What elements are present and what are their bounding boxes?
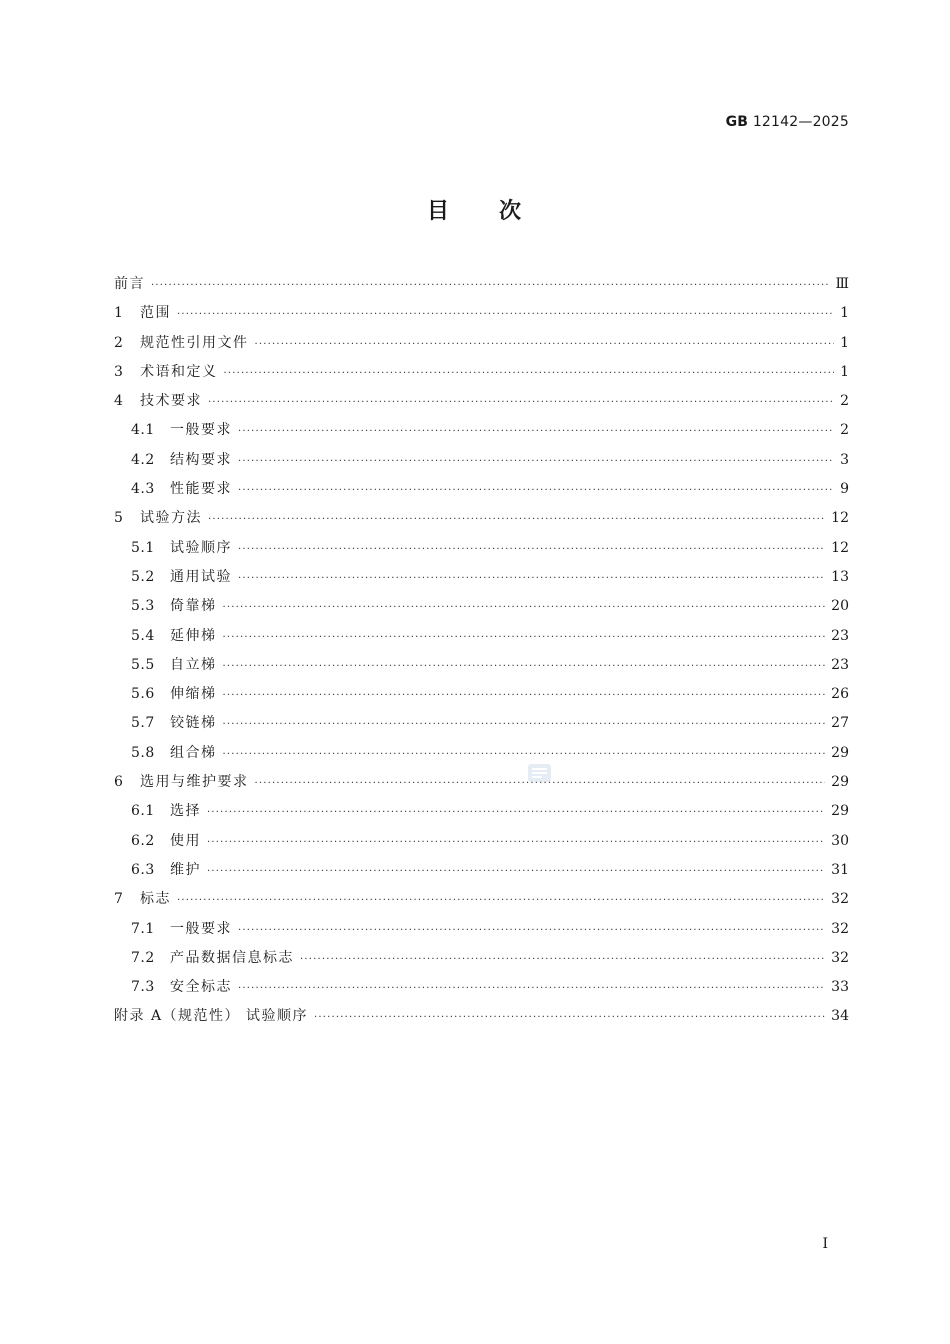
toc-entry-label: 标志: [140, 891, 171, 908]
toc-entry-page: 2: [840, 393, 849, 410]
toc-entry[interactable]: [114, 680, 849, 709]
toc-entry-label: 技术要求: [140, 393, 202, 410]
toc-entry-number: 5.6: [131, 686, 155, 703]
toc-entry[interactable]: [114, 709, 849, 738]
toc-entry-number: 5.7: [131, 715, 155, 732]
toc-entry-number: 5.2: [131, 568, 155, 585]
toc-entry-number: 3: [114, 363, 124, 380]
toc-entry[interactable]: [114, 270, 849, 299]
toc-entry[interactable]: [114, 416, 849, 445]
toc-entry-label: 选择: [170, 803, 201, 820]
toc-entry-page: 31: [831, 861, 849, 878]
toc-dot-leader: [223, 740, 826, 769]
toc-entry-label: 试验顺序: [170, 539, 232, 556]
toc-entry-page: 2: [840, 422, 849, 439]
toc-entry-page: 30: [831, 832, 849, 849]
toc-entry-page: 27: [831, 715, 849, 732]
toc-entry-label: 选用与维护要求: [140, 774, 249, 791]
toc-entry-page: 32: [831, 920, 849, 937]
toc-entry-label: 维护: [170, 861, 201, 878]
standard-code-prefix: GB: [725, 114, 749, 130]
toc-entry-number: 7.3: [131, 979, 155, 996]
table-of-contents: [114, 270, 849, 1032]
toc-entry-page: 12: [831, 510, 849, 527]
toc-entry-page: 23: [831, 656, 849, 673]
toc-entry[interactable]: [114, 299, 849, 328]
toc-dot-leader: [207, 857, 825, 886]
toc-entry-page: 1: [840, 363, 849, 380]
toc-dot-leader: [238, 535, 825, 564]
toc-entry-label: 使用: [170, 832, 201, 849]
toc-dot-leader: [223, 652, 826, 681]
toc-entry-number: 5.3: [131, 598, 155, 615]
toc-entry-page: 1: [840, 334, 849, 351]
toc-entry-page: 29: [831, 803, 849, 820]
toc-entry-label: 伸缩梯: [170, 686, 217, 703]
toc-entry[interactable]: [114, 534, 849, 563]
watermark-logo-icon: [527, 762, 552, 784]
toc-entry[interactable]: [114, 1002, 849, 1031]
toc-dot-leader: [255, 330, 835, 359]
toc-dot-leader: [208, 505, 825, 534]
toc-entry[interactable]: [114, 387, 849, 416]
toc-entry-label: 术语和定义: [140, 363, 218, 380]
toc-dot-leader: [223, 710, 826, 739]
toc-entry[interactable]: [114, 856, 849, 885]
toc-entry[interactable]: [114, 827, 849, 856]
toc-entry-number: 1: [114, 305, 124, 322]
toc-entry-label: 一般要求: [170, 920, 232, 937]
toc-entry-number: 2: [114, 334, 124, 351]
toc-dot-leader: [177, 300, 834, 329]
toc-entry-label: 自立梯: [170, 656, 217, 673]
toc-dot-leader: [151, 271, 829, 300]
toc-entry-number: 6: [114, 774, 124, 791]
toc-dot-leader: [223, 681, 826, 710]
toc-entry-label: 铰链梯: [170, 715, 217, 732]
standard-code-number: 12142—2025: [752, 114, 849, 130]
toc-entry-label: 性能要求: [170, 481, 232, 498]
toc-entry-page: 26: [831, 686, 849, 703]
toc-entry-page: 23: [831, 627, 849, 644]
toc-entry-page: 13: [831, 568, 849, 585]
toc-entry[interactable]: [114, 915, 849, 944]
toc-entry[interactable]: [114, 885, 849, 914]
page-title: [0, 194, 950, 225]
toc-entry-number: 7: [114, 891, 124, 908]
toc-entry[interactable]: [114, 973, 849, 1002]
toc-entry-label: 范围: [140, 305, 171, 322]
toc-entry-page: 3: [840, 451, 849, 468]
toc-dot-leader: [207, 828, 825, 857]
toc-entry-label: 延伸梯: [170, 627, 217, 644]
toc-entry-page: 12: [831, 539, 849, 556]
toc-entry-label: 组合梯: [170, 744, 217, 761]
toc-dot-leader: [300, 945, 825, 974]
toc-entry-label: 试验方法: [140, 510, 202, 527]
toc-entry-page: 29: [831, 774, 849, 791]
page-folio: Ⅰ: [822, 1236, 828, 1252]
toc-entry-label: 一般要求: [170, 422, 232, 439]
toc-entry-page: 33: [831, 979, 849, 996]
toc-entry-number: 4.2: [131, 451, 155, 468]
toc-entry-number: 4.1: [131, 422, 155, 439]
toc-entry-label: 通用试验: [170, 568, 232, 585]
toc-dot-leader: [238, 476, 834, 505]
toc-entry-number: 5.4: [131, 627, 155, 644]
toc-entry[interactable]: [114, 329, 849, 358]
toc-entry[interactable]: [114, 563, 849, 592]
toc-entry-label: 安全标志: [170, 979, 232, 996]
toc-entry-number: 6.2: [131, 832, 155, 849]
toc-dot-leader: [223, 623, 826, 652]
toc-entry-label: 规范性引用文件: [140, 334, 249, 351]
toc-entry[interactable]: [114, 504, 849, 533]
toc-entry-label: 倚靠梯: [170, 598, 217, 615]
toc-entry[interactable]: [114, 797, 849, 826]
toc-entry-number: 5.5: [131, 656, 155, 673]
toc-entry[interactable]: [114, 592, 849, 621]
toc-dot-leader: [238, 417, 834, 446]
toc-entry-page: 32: [831, 891, 849, 908]
toc-entry-number: 7.2: [131, 949, 155, 966]
toc-entry-page: 29: [831, 744, 849, 761]
toc-entry-page: 32: [831, 949, 849, 966]
toc-entry-label: 前言: [114, 276, 145, 292]
toc-dot-leader: [238, 974, 825, 1003]
toc-entry-label: 结构要求: [170, 451, 232, 468]
toc-entry-number: 5.1: [131, 539, 155, 556]
toc-entry-page: Ⅲ: [835, 276, 849, 292]
toc-dot-leader: [177, 886, 825, 915]
toc-entry-number: 4: [114, 393, 124, 410]
toc-dot-leader: [208, 388, 834, 417]
toc-entry[interactable]: [114, 475, 849, 504]
toc-entry-page: 34: [831, 1008, 849, 1025]
toc-dot-leader: [238, 564, 825, 593]
toc-dot-leader: [238, 916, 825, 945]
toc-entry-number: 6.1: [131, 803, 155, 820]
toc-entry-number: 5: [114, 510, 124, 527]
toc-entry[interactable]: [114, 622, 849, 651]
toc-entry-label: 附录 A（规范性） 试验顺序: [114, 1008, 309, 1025]
toc-dot-leader: [314, 1003, 825, 1032]
toc-dot-leader: [238, 447, 834, 476]
toc-entry-number: 5.8: [131, 744, 155, 761]
toc-entry-label: 产品数据信息标志: [170, 949, 294, 966]
page-title-char-2: 次: [499, 198, 524, 224]
toc-entry-page: 9: [840, 481, 849, 498]
toc-dot-leader: [223, 593, 826, 622]
standard-code: [726, 114, 849, 130]
toc-entry[interactable]: [114, 739, 849, 768]
toc-dot-leader: [207, 798, 825, 827]
toc-entry[interactable]: [114, 944, 849, 973]
toc-entry[interactable]: [114, 651, 849, 680]
toc-entry[interactable]: [114, 446, 849, 475]
toc-entry-page: 20: [831, 598, 849, 615]
toc-dot-leader: [224, 359, 835, 388]
toc-entry[interactable]: [114, 768, 849, 797]
toc-entry-number: 6.3: [131, 861, 155, 878]
toc-entry-page: 1: [840, 305, 849, 322]
toc-entry-number: 4.3: [131, 481, 155, 498]
toc-entry[interactable]: [114, 358, 849, 387]
page-title-char-1: 目: [426, 198, 451, 224]
toc-entry-number: 7.1: [131, 920, 155, 937]
